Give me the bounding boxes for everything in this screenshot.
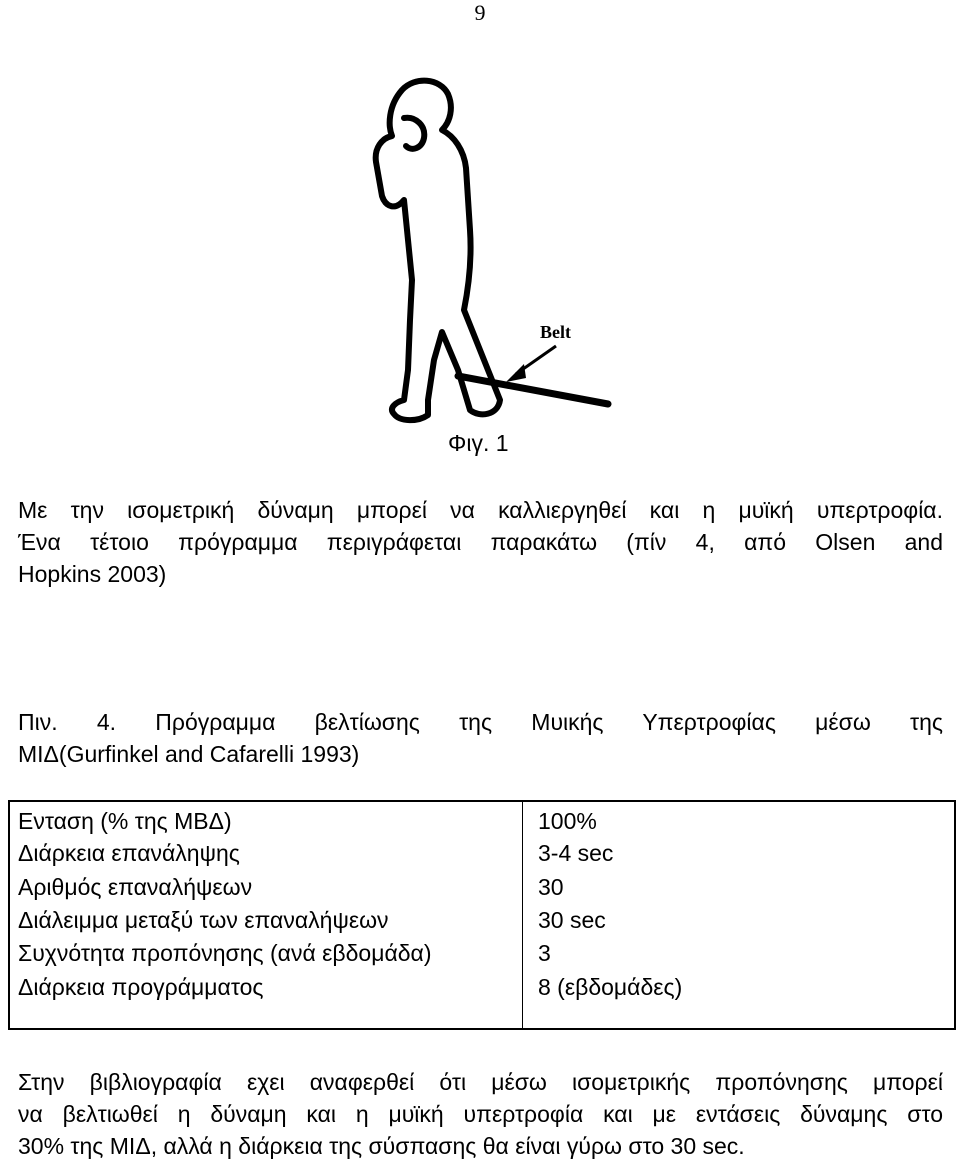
table-row — [10, 940, 954, 974]
table-row — [10, 874, 954, 908]
closing-line-2: να βελτιωθεί η δύναμη και η μυϊκή υπερτροφία και με εντάσεις δύναμης στο — [18, 1101, 943, 1127]
row-value: 3-4 sec — [538, 840, 614, 866]
figure-caption: Φιγ. 1 — [448, 430, 509, 456]
row-key: Διάρκεια επανάληψης — [18, 840, 240, 866]
belt-label: Belt — [540, 322, 571, 342]
belt-bar — [458, 376, 608, 404]
program-table — [8, 800, 956, 1030]
row-value: 8 (εβδομάδες) — [538, 974, 683, 1000]
belt-arrow-head — [506, 364, 526, 382]
table-row — [10, 840, 954, 874]
closing-line-3: 30% της ΜΙΔ, αλλά η διάρκεια της σύσπασης θα είναι γύρω στο 30 sec. — [18, 1133, 745, 1159]
row-key: Διάλειμμα μεταξύ των επαναλήψεων — [18, 907, 389, 933]
closing-paragraph — [18, 1066, 943, 1162]
table-title-line-1: Πιν. 4. Πρόγραμμα βελτίωσης της Μυικής Υπερτροφίας μέσω της — [18, 709, 943, 735]
row-key: Διάρκεια προγράμματος — [18, 974, 264, 1000]
row-key: Συχνότητα προπόνησης (ανά εβδομάδα) — [18, 940, 432, 966]
row-value: 30 sec — [538, 907, 606, 933]
hand-outline — [404, 118, 424, 149]
page-number: 9 — [474, 0, 486, 25]
table-row — [10, 974, 954, 1008]
row-value: 30 — [538, 874, 564, 900]
intro-paragraph — [18, 494, 943, 590]
row-value: 3 — [538, 940, 551, 966]
row-value: 100% — [538, 808, 597, 834]
closing-line-1: Στην βιβλιογραφία εχει αναφερθεί ότι μέσω ισομετρικής προπόνησης μπορεί — [18, 1069, 943, 1095]
intro-line-1: Με την ισομετρική δύναμη μπορεί να καλλιεργηθεί και η μυϊκή υπερτροφία. — [18, 497, 943, 523]
person-outline — [376, 81, 500, 420]
row-key: Αριθμός επαναλήψεων — [18, 874, 253, 900]
intro-line-3: Hopkins 2003) — [18, 561, 167, 587]
intro-line-2: Ένα τέτοιο πρόγραμμα περιγράφεται παρακάτω (πίν 4, από Olsen and — [18, 529, 943, 555]
row-key: Ενταση (% της ΜΒΔ) — [18, 808, 232, 834]
table-row — [10, 808, 954, 842]
table-row — [10, 907, 954, 941]
figure-illustration — [330, 70, 630, 440]
table-title-line-2: ΜΙΔ(Gurfinkel and Cafarelli 1993) — [18, 741, 360, 767]
table-title — [18, 706, 943, 770]
